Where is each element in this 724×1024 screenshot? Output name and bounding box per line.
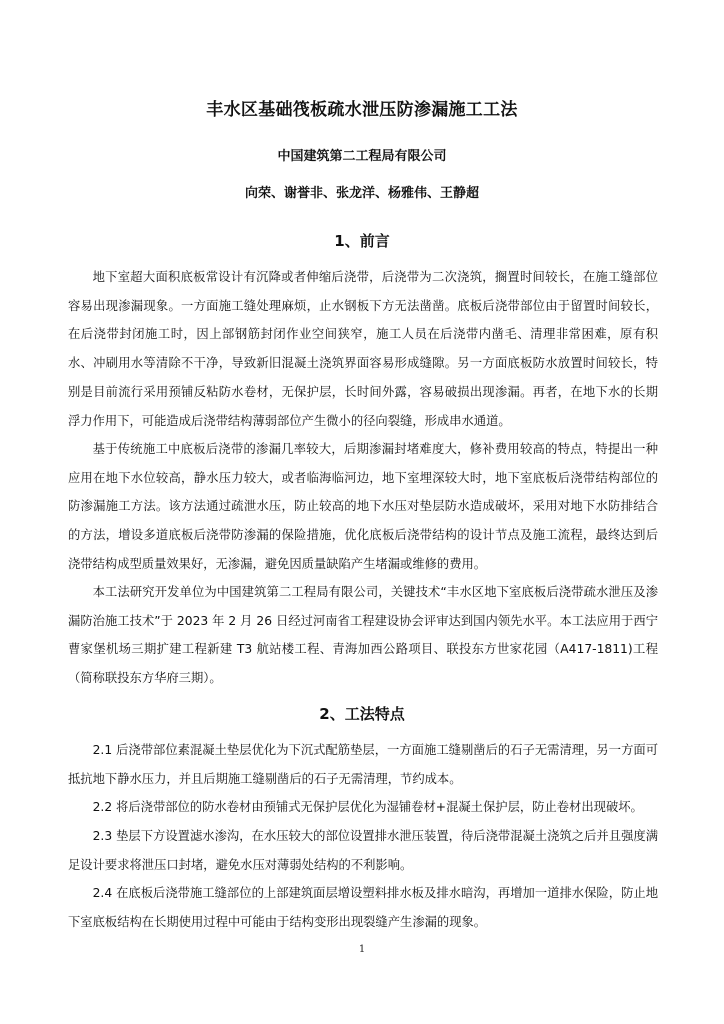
paragraph: 基于传统施工中底板后浇带的渗漏几率较大，后期渗漏封堵难度大，修补费用较高的特点，特提出一种应用在地下水位较高，静水压力较大，或者临海临河边，地下室埋深较大时，地下室底板后浇带结构部位的防渗漏施工方法。该方法通过疏泄水压，防止较高的地下水压对垫层防水造成破坏，采用对地下水防排结合的方法，增设多道底板后浇带防渗漏的保险措施，优化底板后浇带结构的设计节点及施工流程，最终达到后浇带结构成型质量效果好，无渗漏，避免因质量缺陷产生堵漏或维修的费用。: [68, 442, 658, 571]
section-heading-features: 2、工法特点: [319, 705, 405, 723]
organization-name: 中国建筑第二工程局有限公司: [277, 149, 447, 164]
page-number: 1: [358, 944, 366, 955]
document-title: 丰水区基础筏板疏水泄压防渗漏施工工法: [206, 100, 518, 120]
paragraph: 2.3 垫层下方设置滤水渗沟，在水压较大的部位设置排水泄压装置，待后浇带混凝土浇筑之后并且强度满足设计要求将泄压口封堵，避免水压对薄弱处结构的不利影响。: [68, 829, 658, 872]
paragraph: 2.2 将后浇带部位的防水卷材由预铺式无保护层优化为湿铺卷材+混凝土保护层，防止卷材出现破坏。: [92, 800, 643, 814]
section-heading-preface: 1、前言: [334, 232, 390, 250]
author-list: 向荣、谢誉非、张龙洋、杨雅伟、王静超: [244, 186, 479, 201]
paragraph: 2.4 在底板后浇带施工缝部位的上部建筑面层增设塑料排水板及排水暗沟，再增加一道排水保险，防止地下室底板结构在长期使用过程中可能由于结构变形出现裂缝产生渗漏的现象。: [68, 886, 658, 929]
paragraph: 本工法研究开发单位为中国建筑第二工程局有限公司，关键技术“丰水区地下室底板后浇带疏水泄压及渗漏防治施工技术”于 2023 年 2 月 26 日经过河南省工程建设协会评审达到国内领先水平。本工法应用于西宁曹家堡机场三期扩建工程新建 T3 航站楼工程、青海加西公路项目、联投东方世家花园（A417-1811)工程（简称联投东方华府三期）。: [68, 585, 658, 686]
paragraph: 2.1 后浇带部位素混凝土垫层优化为下沉式配筋垫层，一方面施工缝剔凿后的石子无需清理，另一方面可抵抗地下静水压力，并且后期施工缝剔凿后的石子无需清理，节约成本。: [68, 743, 658, 786]
paragraph: 地下室超大面积底板常设计有沉降或者伸缩后浇带，后浇带为二次浇筑，搁置时间较长，在施工缝部位容易出现渗漏现象。一方面施工缝处理麻烦，止水钢板下方无法凿凿。底板后浇带部位由于留置时间较长，在后浇带封闭施工时，因上部钢筋封闭作业空间狭窄，施工人员在后浇带内凿毛、清理非常困难，原有积水、冲刷用水等清除不干净，导致新旧混凝土浇筑界面容易形成缝隙。另一方面底板防水放置时间较长，特别是目前流行采用预铺反粘防水卷材，无保护层，长时间外露，容易破损出现渗漏。再者，在地下水的长期浮力作用下，可能造成后浇带结构薄弱部位产生微小的径向裂缝，形成串水通道。: [68, 270, 658, 428]
